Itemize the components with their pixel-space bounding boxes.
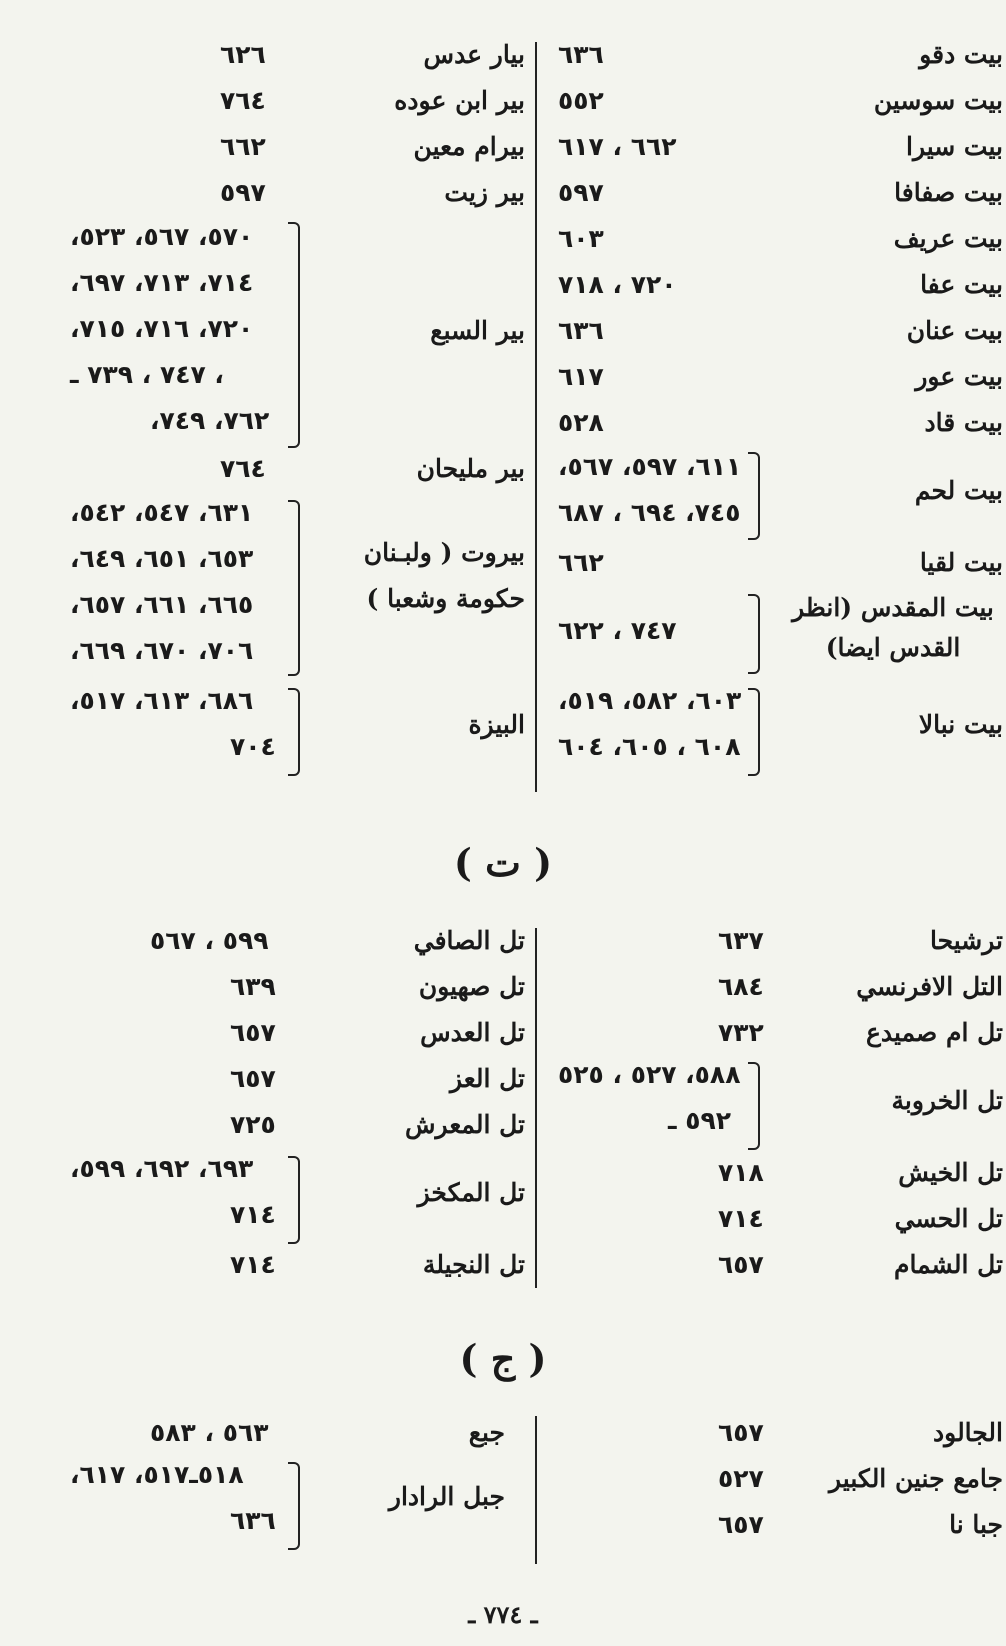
index-entry [548, 1010, 1003, 1056]
entry-pages: ٧٠٤ [230, 732, 276, 761]
entry-name: بيت لقيا [919, 548, 1003, 577]
entry-pages: ٦٥٧ [230, 1018, 276, 1047]
brace [748, 452, 760, 540]
entry-name: بير السبع [430, 316, 525, 345]
index-entry [70, 1010, 525, 1056]
index-entry [548, 400, 1003, 446]
entry-name: تل الخيش [898, 1158, 1003, 1187]
entry-name: بير مليحان [416, 454, 525, 483]
section-jim [70, 1410, 1003, 1570]
index-entry [548, 682, 1003, 778]
entry-pages: ٦٣٦ [558, 40, 604, 69]
entry-name: تل ام صميدع [866, 1018, 1003, 1047]
index-entry [548, 32, 1003, 78]
entry-pages: ٦٦٢ [220, 132, 266, 161]
entry-name: بيرام معين [413, 132, 525, 161]
entry-pages: ٥٩٢ ـ [668, 1106, 732, 1135]
entry-pages: ٧٠٦، ٦٧٠، ٦٦٩، [70, 636, 254, 665]
entry-pages: ٧٢٠ ، ٧١٨ [558, 270, 677, 299]
index-entry [70, 964, 525, 1010]
entry-name: بيت عور [915, 362, 1003, 391]
section-heading-jim: ( ج ) [459, 1336, 547, 1381]
entry-name: ترشيحا [930, 926, 1003, 955]
index-entry [548, 1410, 1003, 1456]
entry-name: بيت سوسين [873, 86, 1003, 115]
entry-name: بيت قاد [924, 408, 1003, 437]
index-entry [70, 124, 525, 170]
entry-pages: ٦١٧ [558, 362, 604, 391]
entry-name: تل الشمام [893, 1250, 1003, 1279]
index-entry [548, 262, 1003, 308]
section-heading-ta: ( ت ) [453, 840, 553, 885]
brace [288, 500, 300, 676]
entry-name: بير ابن عوده [394, 86, 525, 115]
entry-name: تل صهيون [418, 972, 525, 1001]
entry-name: تل العدس [420, 1018, 525, 1047]
brace [288, 1156, 300, 1244]
entry-pages: ٦٥٣، ٦٥١، ٦٤٩، [70, 544, 254, 573]
index-entry [548, 1502, 1003, 1548]
index-entry [548, 918, 1003, 964]
index-entry [70, 682, 525, 778]
entry-name: جبل الرادار [388, 1482, 505, 1511]
entry-name: تل الصافي [413, 926, 525, 955]
index-entry [548, 216, 1003, 262]
entry-name: بيت عفا [920, 270, 1003, 299]
entry-name: بيروت ( ولبـنان حكومة وشعبا ) [363, 538, 525, 613]
entry-name: تل الخروبة [891, 1086, 1003, 1115]
index-entry [548, 448, 1003, 544]
entry-pages: ٦٢٦ [220, 40, 266, 69]
entry-pages: ، ٧٤٧ ، ٧٣٩ ـ [70, 360, 224, 389]
index-entry [70, 218, 525, 450]
entry-name: جبع [468, 1418, 505, 1447]
entry-pages: ٦٥٧ [230, 1064, 276, 1093]
entry-pages: ٥٢٧ [718, 1464, 764, 1493]
entry-name: تل المعرش [405, 1110, 525, 1139]
column-divider [535, 1416, 537, 1564]
brace [748, 594, 760, 674]
index-entry [548, 588, 1003, 678]
entry-name: جامع جنين الكبير [829, 1464, 1003, 1493]
entry-pages: ٧١٨ [718, 1158, 764, 1187]
index-entry [548, 354, 1003, 400]
index-entry [548, 124, 1003, 170]
index-entry [70, 1150, 525, 1246]
entry-pages: ٥٧٠، ٥٦٧، ٥٢٣، [70, 222, 254, 251]
entry-pages: ٧٤٧ ، ٦٢٢ [558, 616, 677, 645]
entry-pages: ٦٦٢ ، ٦١٧ [558, 132, 677, 161]
entry-pages: ٧٦٤ [220, 454, 266, 483]
entry-name: بيت سيرا [906, 132, 1003, 161]
entry-pages: ٧٤٥، ٦٩٤ ، ٦٨٧ [558, 498, 741, 527]
index-entry [70, 1410, 525, 1456]
entry-name: البيزة [468, 710, 525, 739]
column-divider [535, 42, 537, 792]
entry-pages: ٧٢٥ [230, 1110, 276, 1139]
index-entry [70, 918, 525, 964]
entry-name: بيار عدس [423, 40, 525, 69]
entry-name: تل النجيلة [422, 1250, 525, 1279]
section-ta [70, 918, 1003, 1298]
entry-pages: ٦٠٣ [558, 224, 604, 253]
index-entry [548, 1056, 1003, 1152]
entry-pages: ٧١٤ [718, 1204, 764, 1233]
entry-name: بير زيت [444, 178, 525, 207]
brace [748, 1062, 760, 1150]
entry-pages: ٧٣٢ [718, 1018, 764, 1047]
entry-pages: ٧٢٠، ٧١٦، ٧١٥، [70, 314, 254, 343]
index-entry [548, 540, 1003, 586]
brace [748, 688, 760, 776]
entry-pages: ٧٦٤ [220, 86, 266, 115]
brace [288, 1462, 300, 1550]
entry-name: بيت المقدس (انظر القدس ايضا) [792, 593, 994, 662]
entry-pages: ٧١٤ [230, 1200, 276, 1229]
index-entry [548, 1456, 1003, 1502]
page-number: ـ ٧٧٤ ـ [468, 1600, 538, 1629]
index-entry [548, 1150, 1003, 1196]
entry-name: تل المكخز [417, 1178, 525, 1207]
entry-name: بيت نبالا [918, 710, 1003, 739]
entry-pages: ٥٢٨ [558, 408, 604, 437]
entry-name: تل الحسي [894, 1204, 1003, 1233]
section-ba [70, 32, 1003, 792]
entry-pages: ٧٦٢، ٧٤٩، [150, 406, 270, 435]
brace [288, 688, 300, 776]
entry-pages: ٦٣٦ [558, 316, 604, 345]
entry-name: التل الافرنسي [856, 972, 1003, 1001]
entry-pages: ٦٩٣، ٦٩٢، ٥٩٩، [70, 1154, 254, 1183]
entry-name: جبا نا [949, 1510, 1003, 1539]
entry-pages: ٦٣٦ [230, 1506, 276, 1535]
entry-pages: ٥٩٧ [220, 178, 266, 207]
entry-pages: ٦٣١، ٥٤٧، ٥٤٢، [70, 498, 254, 527]
entry-pages: ٦٠٣، ٥٨٢، ٥١٩، [558, 686, 742, 715]
index-entry [70, 1102, 525, 1148]
entry-pages: ٦٨٤ [718, 972, 764, 1001]
entry-pages: ٦٥٧ [718, 1418, 764, 1447]
index-entry [548, 170, 1003, 216]
entry-pages: ٦٠٨ ، ٦٠٥، ٦٠٤ [558, 732, 741, 761]
entry-name: بيت عريف [893, 224, 1003, 253]
entry-name: بيت صفافا [894, 178, 1003, 207]
brace [288, 222, 300, 448]
entry-name: الجالود [933, 1418, 1003, 1447]
entry-pages: ٥٨٨، ٥٢٧ ، ٥٢٥ [558, 1060, 741, 1089]
entry-name: تل العز [449, 1064, 525, 1093]
entry-name: بيت لحم [914, 476, 1003, 505]
entry-pages: ٥٩٧ [558, 178, 604, 207]
entry-pages: ٦٨٦، ٦١٣، ٥١٧، [70, 686, 254, 715]
entry-pages: ٥٦٣ ، ٥٨٣ [150, 1418, 269, 1447]
entry-pages: ٦٦٥، ٦٦١، ٦٥٧، [70, 590, 254, 619]
entry-pages: ٦١١، ٥٩٧، ٥٦٧، [558, 452, 742, 481]
entry-pages: ٦٦٢ [558, 548, 604, 577]
index-entry [548, 308, 1003, 354]
entry-pages: ٦٣٧ [718, 926, 764, 955]
entry-pages: ٦٥٧ [718, 1510, 764, 1539]
index-entry [70, 1056, 525, 1102]
index-entry [70, 1456, 525, 1552]
entry-name: بيت دقو [919, 40, 1003, 69]
entry-pages: ٥٩٩ ، ٥٦٧ [150, 926, 269, 955]
column-divider [535, 928, 537, 1288]
entry-name: بيت عنان [906, 316, 1003, 345]
index-entry [548, 1196, 1003, 1242]
entry-pages: ٦٣٩ [230, 972, 276, 1001]
index-entry [70, 494, 525, 678]
entry-pages: ٧١٤، ٧١٣، ٦٩٧، [70, 268, 254, 297]
entry-pages: ٥١٨ـ٥١٧، ٦١٧، [70, 1460, 244, 1489]
entry-pages: ٧١٤ [230, 1250, 276, 1279]
index-entry [70, 170, 525, 216]
index-entry [70, 78, 525, 124]
index-entry [70, 32, 525, 78]
entry-pages: ٦٥٧ [718, 1250, 764, 1279]
index-entry [548, 964, 1003, 1010]
index-entry [548, 1242, 1003, 1288]
entry-pages: ٥٥٢ [558, 86, 604, 115]
index-entry [548, 78, 1003, 124]
index-entry [70, 1242, 525, 1288]
index-entry [70, 446, 525, 492]
